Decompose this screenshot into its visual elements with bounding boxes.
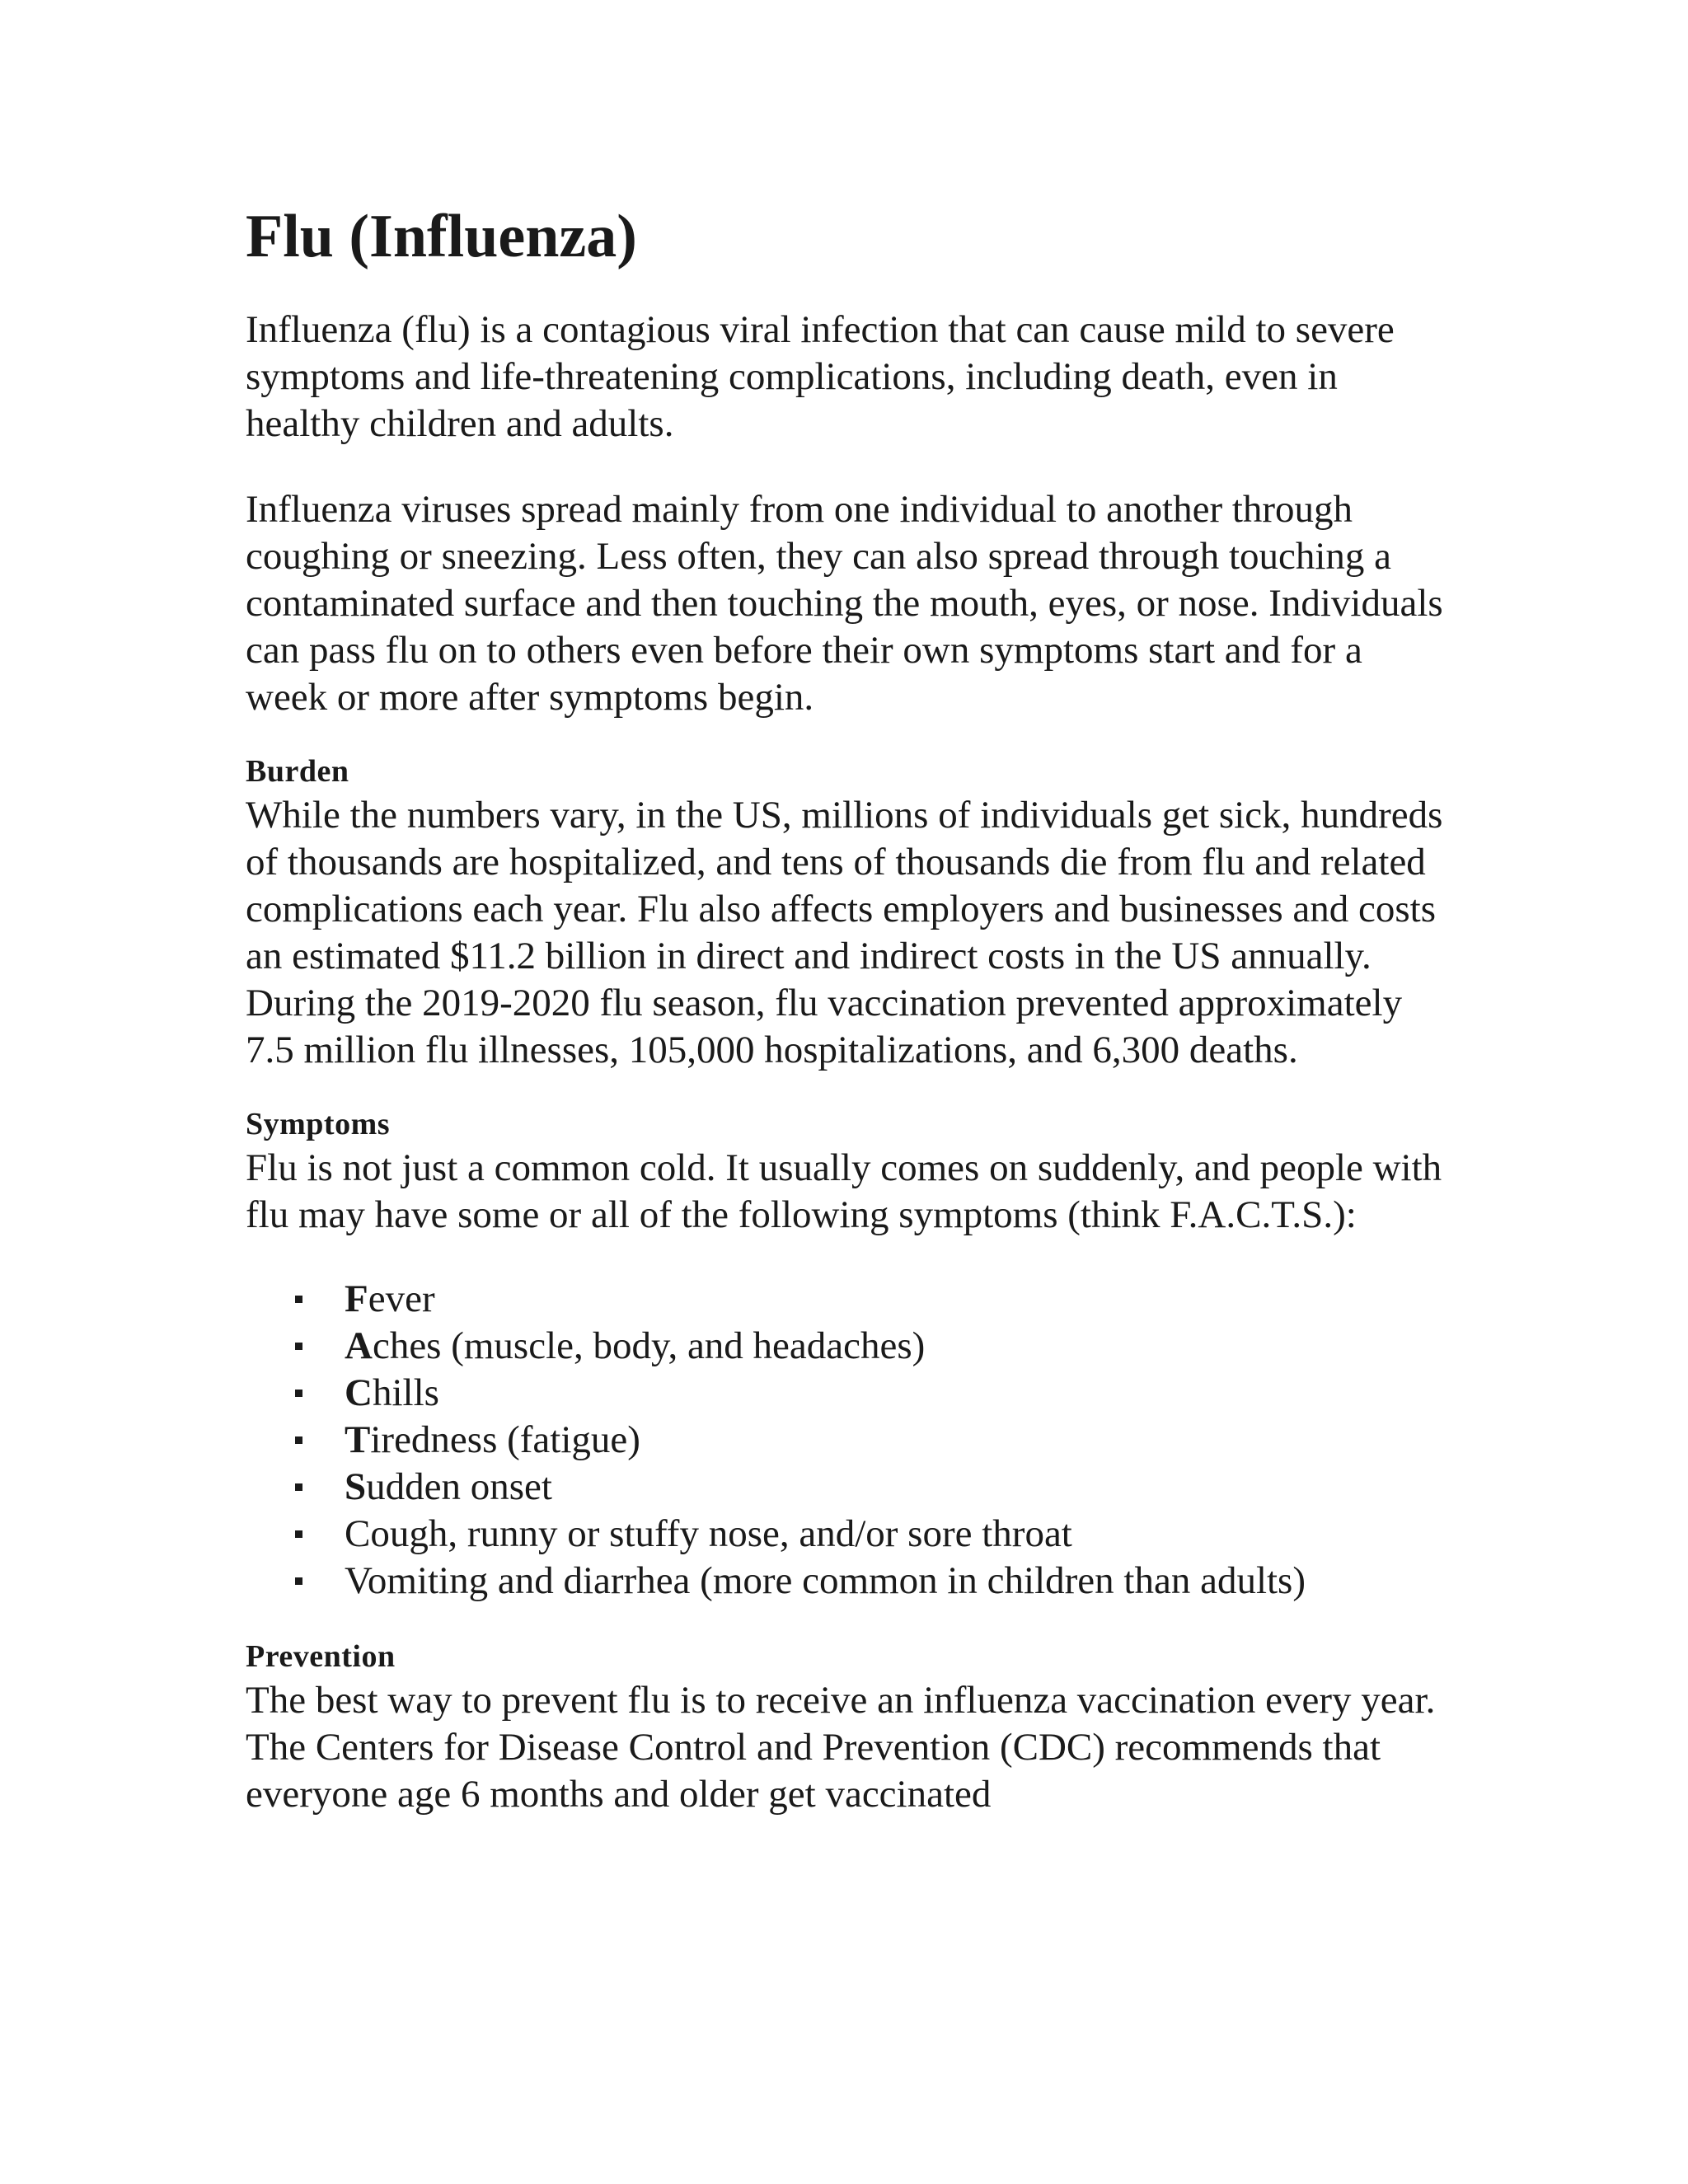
list-item-initial: S	[345, 1465, 367, 1508]
intro-paragraph-2: Influenza viruses spread mainly from one individual to another through coughing or sneezing. Less often, they can also spread through touching a contaminated surface and then touching the mouth, eyes, or nose. Individuals can pass flu on to others even before their own symptoms start and for a week or more after symptoms begin.	[246, 488, 1443, 719]
list-item-text: ches (muscle, body, and headaches)	[372, 1324, 926, 1367]
page-title: Flu (Influenza)	[246, 203, 637, 270]
document-page	[246, 198, 1449, 1818]
list-item	[295, 1370, 1449, 1417]
list-item	[295, 1464, 1449, 1511]
prevention-paragraph: The best way to prevent flu is to receive an influenza vaccination every year. The Centers for Disease Control and Prevention (CDC) recommends that everyone age 6 months and older get vaccinated	[246, 1679, 1436, 1816]
square-bullet-icon	[295, 1483, 302, 1491]
list-item-initial: F	[345, 1277, 368, 1320]
prevention-heading: Prevention	[246, 1639, 396, 1674]
burden-paragraph: While the numbers vary, in the US, millions of individuals get sick, hundreds of thousands are hospitalized, and tens of thousands die from flu and related complications each year. Flu also affects employers and businesses and costs an estimated $11.2 billion in direct and indirect costs in the US annually. During the 2019-2020 flu season, flu vaccination prevented approximately 7.5 million flu illnesses, 105,000 hospitalizations, and 6,300 deaths.	[246, 794, 1443, 1071]
square-bullet-icon	[295, 1577, 302, 1585]
list-item-initial: T	[345, 1418, 371, 1461]
list-item-text: ever	[368, 1277, 435, 1320]
list-item-initial: C	[345, 1371, 373, 1414]
symptoms-list	[246, 1276, 1449, 1605]
list-item	[295, 1558, 1449, 1605]
square-bullet-icon	[295, 1296, 302, 1303]
burden-heading: Burden	[246, 754, 349, 789]
list-item	[295, 1276, 1449, 1323]
list-item-initial: A	[345, 1324, 373, 1367]
list-item	[295, 1417, 1449, 1464]
square-bullet-icon	[295, 1343, 302, 1350]
list-item-text: hills	[372, 1371, 439, 1414]
square-bullet-icon	[295, 1436, 302, 1444]
symptoms-paragraph: Flu is not just a common cold. It usually comes on suddenly, and people with flu may have some or all of the following symptoms (think F.A.C.T.S.):	[246, 1146, 1442, 1236]
intro-paragraph-1: Influenza (flu) is a contagious viral infection that can cause mild to severe symptoms and life-threatening complications, including death, even in healthy children and adults.	[246, 308, 1395, 445]
list-item-text: udden onset	[366, 1465, 552, 1508]
list-item	[295, 1511, 1449, 1558]
square-bullet-icon	[295, 1530, 302, 1538]
list-item-text: iredness (fatigue)	[370, 1418, 640, 1461]
symptoms-heading: Symptoms	[246, 1107, 391, 1141]
square-bullet-icon	[295, 1390, 302, 1397]
list-item	[295, 1323, 1449, 1370]
list-item-text: Vomiting and diarrhea (more common in children than adults)	[345, 1559, 1306, 1602]
list-item-text: Cough, runny or stuffy nose, and/or sore throat	[345, 1512, 1072, 1555]
